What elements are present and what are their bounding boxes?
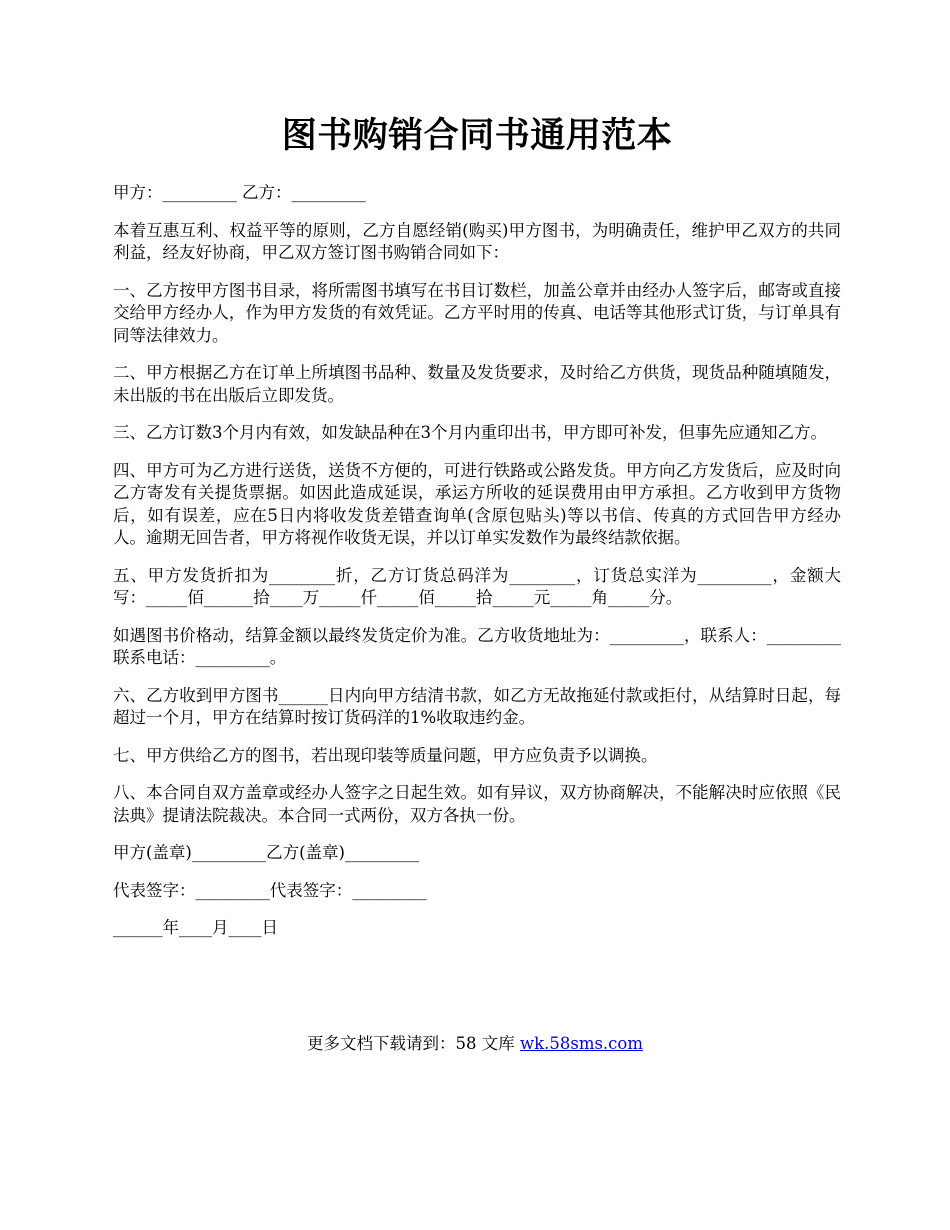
preamble-paragraph: 本着互惠互利、权益平等的原则，乙方自愿经销(购买)甲方图书，为明确责任，维护甲乙双方的共同利益，经友好协商，甲乙双方签订图书购销合同如下： (113, 220, 841, 262)
date-line: ______年____月____日 (113, 918, 278, 937)
clause-6: 六、乙方收到甲方图书______日内向甲方结清书款，如乙方无故拖延付款或拒付，从结算时日起，每超过一个月，甲方在结算时按订货码洋的1%收取违约金。 (113, 685, 841, 727)
clause-5-supplement: 如遇图书价格动，结算金额以最终发货定价为准。乙方收货地址为：_________，联系人：_________联系电话：_________。 (113, 625, 841, 667)
footer-link[interactable]: wk.58sms.com (519, 1034, 643, 1053)
signature-line: 代表签字：_________代表签字：_________ (113, 880, 427, 900)
clause-4: 四、甲方可为乙方进行送货，送货不方便的，可进行铁路或公路发货。甲方向乙方发货后，应及时向乙方寄发有关提货票据。如因此造成延误，承运方所收的延误费用由甲方承担。乙方收到甲方货物后，如有误差，应在5日内将收发货差错查询单(含原包贴头)等以书信、传真的方式回告甲方经办人。逾期无回告者，甲方将视作收货无误，并以订单实发数作为最终结款依据。 (113, 460, 841, 547)
clause-3: 三、乙方订数3个月内有效，如发缺品种在3个月内重印出书，甲方即可补发，但事先应通知乙方。 (113, 423, 827, 442)
document-title: 图书购销合同书通用范本 (281, 115, 673, 156)
clause-1: 一、乙方按甲方图书目录，将所需图书填写在书目订数栏，加盖公章并由经办人签字后，邮寄或直接交给甲方经办人，作为甲方发货的有效凭证。乙方平时用的传真、电话等其他形式订货，与订单具有同等法律效力。 (113, 280, 841, 345)
clause-2: 二、甲方根据乙方在订单上所填图书品种、数量及发货要求，及时给乙方供货，现货品种随填随发，未出版的书在出版后立即发货。 (113, 363, 841, 405)
footer-text: 更多文档下载请到：58 文库 (306, 1034, 520, 1053)
download-footer (0, 1033, 950, 1055)
parties-line: 甲方：_________ 乙方：_________ (113, 183, 366, 202)
clause-7: 七、甲方供给乙方的图书，若出现印装等质量问题，甲方应负责予以调换。 (113, 745, 658, 765)
clause-5: 五、甲方发货折扣为________折，乙方订货总码洋为________，订货总实洋为_________，金额大写：_____佰______拾____万_____仟_____佰_____拾_____元_____角_____分。 (113, 565, 841, 607)
document-page (113, 112, 841, 955)
clause-8: 八、本合同自双方盖章或经办人签字之日起生效。如有异议，双方协商解决，不能解决时应依照《民法典》提请法院裁决。本合同一式两份，双方各执一份。 (113, 783, 841, 825)
seal-line: 甲方(盖章)_________乙方(盖章)_________ (113, 843, 420, 862)
